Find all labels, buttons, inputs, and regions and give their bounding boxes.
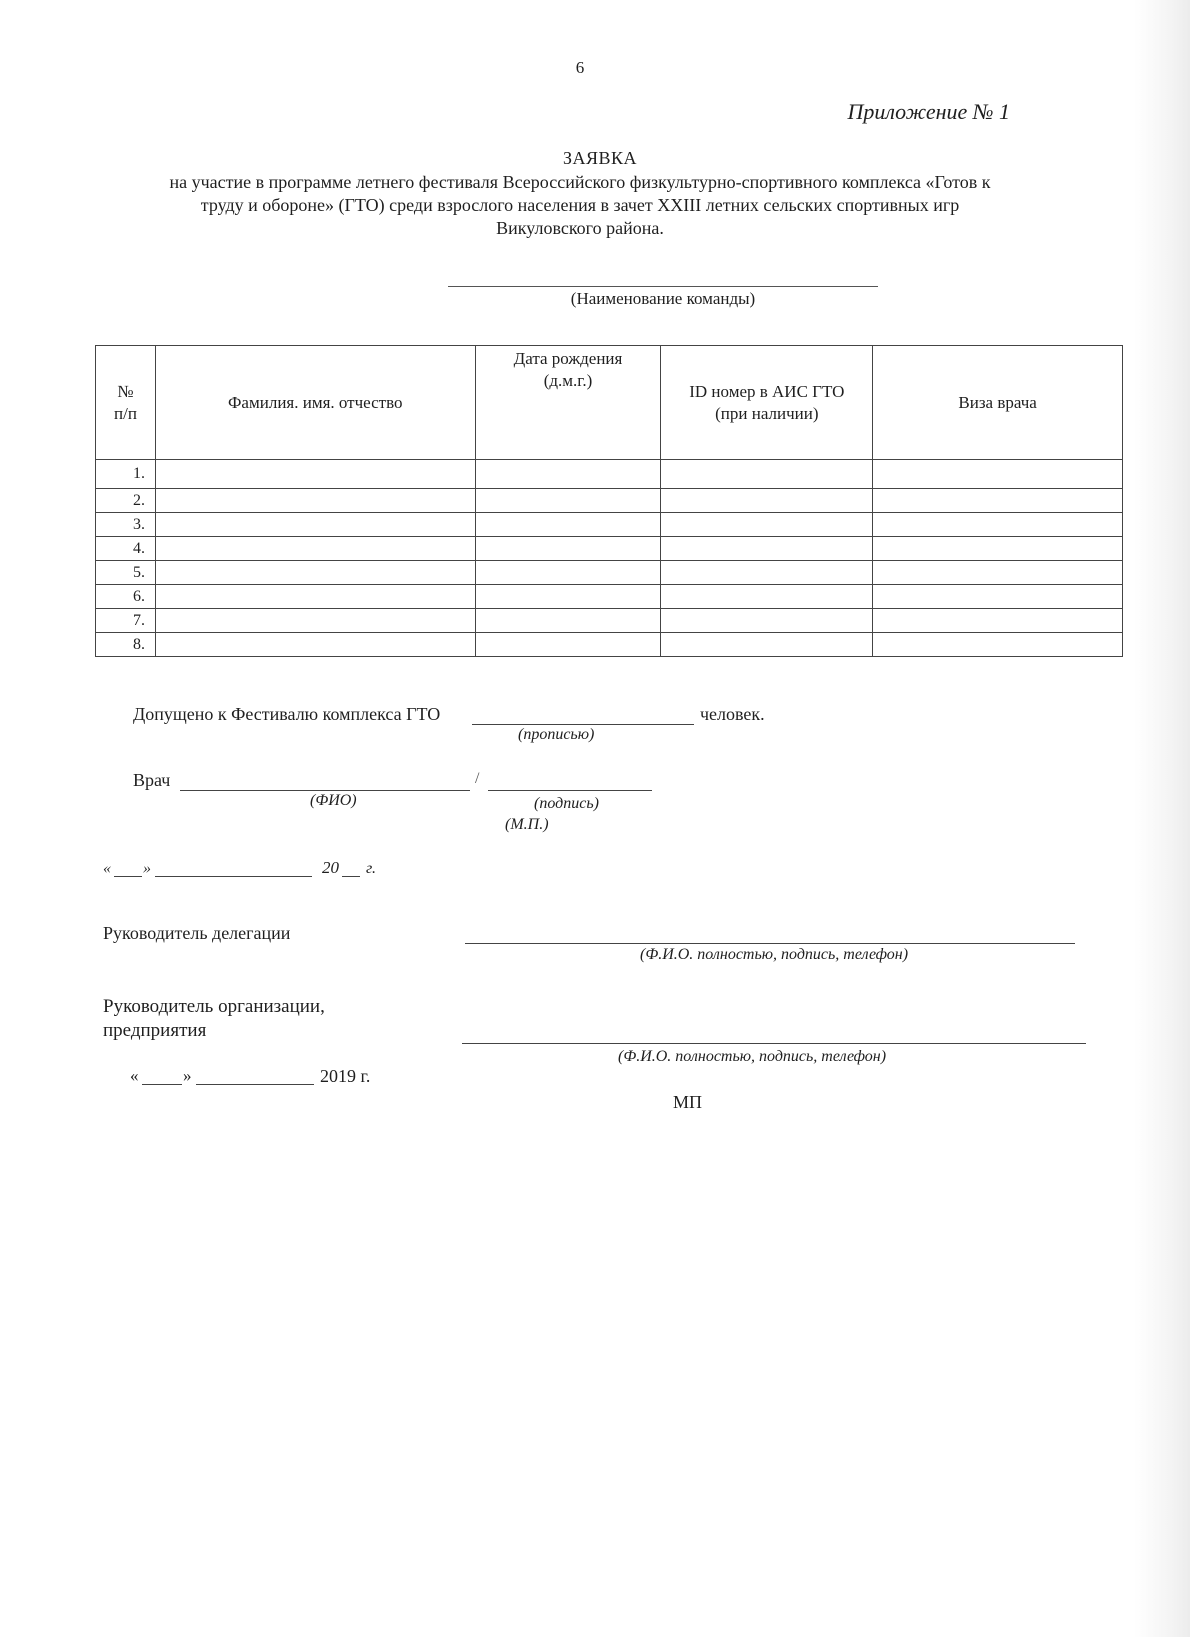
- cell-full-name[interactable]: [155, 513, 475, 537]
- doctor-signature-caption: (подпись): [534, 795, 599, 812]
- cell-doctor-visa[interactable]: [873, 633, 1123, 657]
- date2-quote-open: «: [130, 1066, 139, 1085]
- cell-full-name[interactable]: [155, 585, 475, 609]
- cell-gto-id[interactable]: [661, 460, 873, 489]
- cell-doctor-visa[interactable]: [873, 460, 1123, 489]
- cell-birth-date[interactable]: [475, 513, 661, 537]
- cell-gto-id[interactable]: [661, 633, 873, 657]
- row-number: 5.: [96, 561, 156, 585]
- cell-full-name[interactable]: [155, 633, 475, 657]
- admitted-suffix: человек.: [700, 704, 765, 724]
- cell-birth-date[interactable]: [475, 537, 661, 561]
- cell-birth-date[interactable]: [475, 609, 661, 633]
- cell-birth-date[interactable]: [475, 460, 661, 489]
- organization-head-label-line2: предприятия: [103, 1020, 207, 1041]
- table-row: [96, 460, 1123, 489]
- date2-day-line[interactable]: [142, 1084, 182, 1085]
- table-row: [96, 609, 1123, 633]
- cell-gto-id[interactable]: [661, 561, 873, 585]
- header-number-line1: №: [117, 381, 134, 401]
- row-number: 7.: [96, 609, 156, 633]
- cell-doctor-visa[interactable]: [873, 513, 1123, 537]
- cell-full-name[interactable]: [155, 460, 475, 489]
- table-row: [96, 513, 1123, 537]
- header-number-line2: п/п: [114, 403, 137, 423]
- cell-doctor-visa[interactable]: [873, 609, 1123, 633]
- header-number: [96, 346, 156, 460]
- table-row: [96, 537, 1123, 561]
- cell-gto-id[interactable]: [661, 609, 873, 633]
- row-number: 6.: [96, 585, 156, 609]
- date1-day-line[interactable]: [114, 876, 142, 877]
- cell-full-name[interactable]: [155, 561, 475, 585]
- cell-gto-id[interactable]: [661, 513, 873, 537]
- cell-doctor-visa[interactable]: [873, 537, 1123, 561]
- appendix-label: Приложение № 1: [847, 99, 1010, 124]
- cell-birth-date[interactable]: [475, 585, 661, 609]
- cell-gto-id[interactable]: [661, 489, 873, 513]
- intro-line-1: на участие в программе летнего фестиваля Всероссийского физкультурно-спортивного комплекса «Готов к: [169, 172, 991, 192]
- page-number: 6: [575, 58, 585, 77]
- header-full-name: Фамилия. имя. отчество: [155, 346, 475, 460]
- admitted-count-line[interactable]: [472, 724, 694, 725]
- doctor-fio-line[interactable]: [180, 790, 470, 791]
- organization-head-caption: (Ф.И.О. полностью, подпись, телефон): [618, 1048, 887, 1065]
- doctor-fio-caption: (ФИО): [310, 792, 357, 809]
- cell-gto-id[interactable]: [661, 585, 873, 609]
- header-gto-id: [661, 346, 873, 460]
- team-name-caption: (Наименование команды): [570, 289, 756, 308]
- cell-full-name[interactable]: [155, 609, 475, 633]
- page-edge-shadow: [1134, 0, 1190, 1637]
- row-number: 4.: [96, 537, 156, 561]
- organization-head-line[interactable]: [462, 1043, 1086, 1044]
- header-doctor-visa: Виза врача: [873, 346, 1123, 460]
- row-number: 2.: [96, 489, 156, 513]
- doctor-label: Врач: [133, 770, 171, 790]
- intro-line-3: Викуловского района.: [496, 218, 664, 238]
- date1-quote-open: «: [103, 860, 111, 877]
- doctor-slash: /: [475, 770, 480, 787]
- header-birth-date-line2: (д.м.г.): [543, 371, 593, 390]
- team-name-line[interactable]: [448, 286, 878, 287]
- date1-month-line[interactable]: [155, 876, 312, 877]
- header-birth-date-line1: Дата рождения: [513, 349, 623, 368]
- cell-birth-date[interactable]: [475, 561, 661, 585]
- date2-month-line[interactable]: [196, 1084, 314, 1085]
- doctor-stamp-caption: (М.П.): [505, 816, 549, 833]
- row-number: 3.: [96, 513, 156, 537]
- admitted-label: Допущено к Фестивалю комплекса ГТО: [133, 704, 441, 724]
- document-intro: [120, 171, 1040, 240]
- header-birth-date: [475, 346, 661, 460]
- admitted-caption: (прописью): [518, 726, 595, 743]
- stamp-place: МП: [673, 1092, 703, 1112]
- table-row: [96, 633, 1123, 657]
- delegation-head-label: Руководитель делегации: [103, 923, 291, 943]
- header-gto-id-line1: ID номер в АИС ГТО: [689, 381, 845, 401]
- cell-full-name[interactable]: [155, 489, 475, 513]
- table-header-row: [96, 346, 1123, 460]
- table-row: [96, 489, 1123, 513]
- table-row: [96, 561, 1123, 585]
- row-number: 8.: [96, 633, 156, 657]
- cell-full-name[interactable]: [155, 537, 475, 561]
- date1-year-line[interactable]: [342, 876, 360, 877]
- date1-year-suffix: г.: [366, 860, 377, 877]
- table-row: [96, 585, 1123, 609]
- date2-quote-close: »: [183, 1066, 192, 1085]
- delegation-head-line[interactable]: [465, 943, 1075, 944]
- cell-doctor-visa[interactable]: [873, 561, 1123, 585]
- header-gto-id-line2: (при наличии): [715, 403, 819, 423]
- cell-doctor-visa[interactable]: [873, 489, 1123, 513]
- row-number: 1.: [96, 460, 156, 489]
- date1-quote-close: »: [143, 860, 151, 877]
- cell-gto-id[interactable]: [661, 537, 873, 561]
- roster-table: [95, 345, 1123, 657]
- cell-doctor-visa[interactable]: [873, 585, 1123, 609]
- date1-year-prefix: 20: [322, 858, 339, 877]
- cell-birth-date[interactable]: [475, 489, 661, 513]
- date2-year: 2019 г.: [320, 1066, 371, 1086]
- cell-birth-date[interactable]: [475, 633, 661, 657]
- delegation-head-caption: (Ф.И.О. полностью, подпись, телефон): [640, 946, 909, 963]
- doctor-signature-line[interactable]: [488, 790, 652, 791]
- intro-line-2: труду и обороне» (ГТО) среди взрослого населения в зачет XXIII летних сельских спортивных игр: [200, 195, 960, 215]
- document-title: ЗАЯВКА: [562, 148, 638, 168]
- organization-head-label-line1: Руководитель организации,: [103, 996, 325, 1017]
